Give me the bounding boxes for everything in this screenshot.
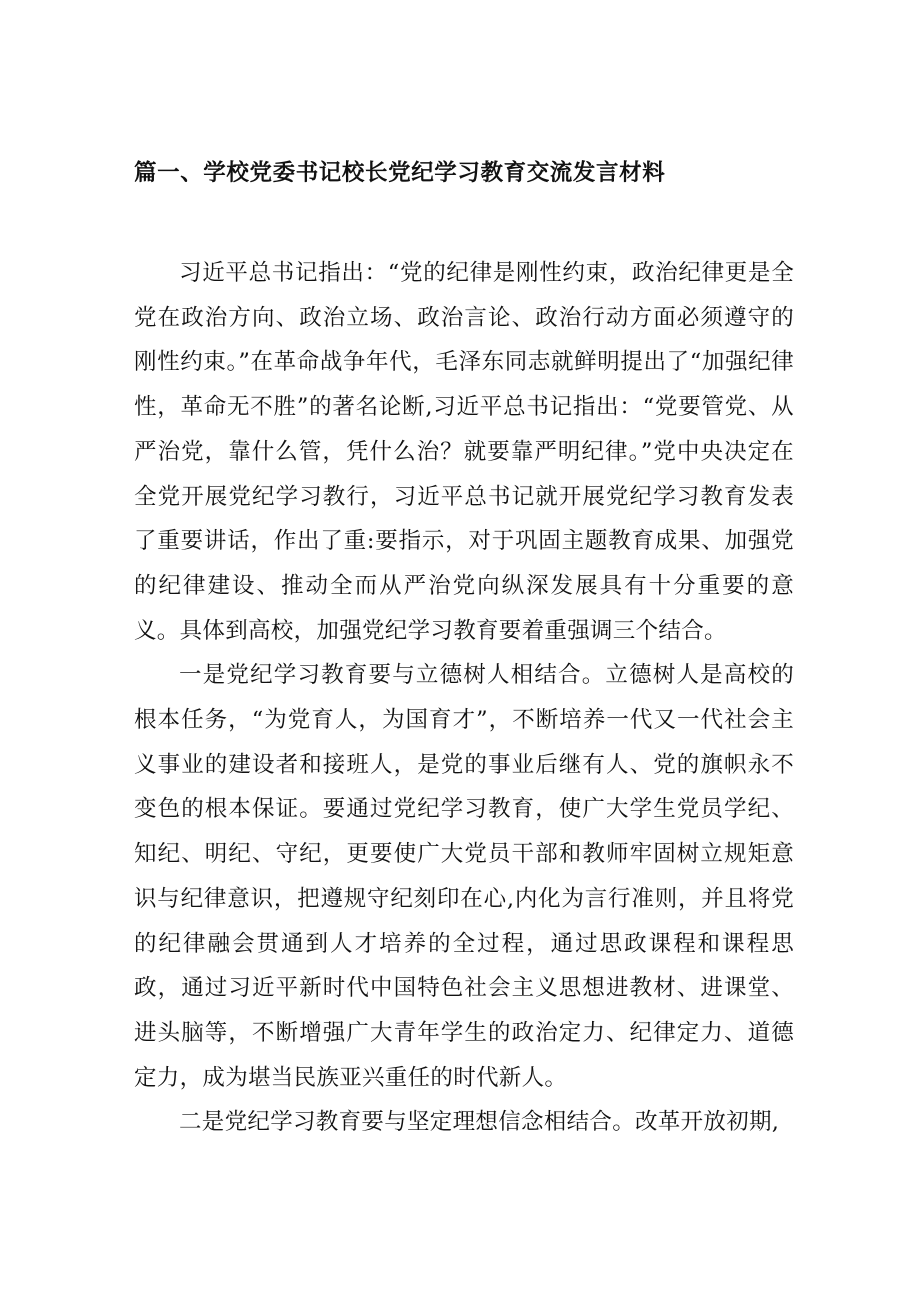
document-title: 篇一、学校党委书记校长党纪学习教育交流发言材料 — [134, 160, 666, 186]
paragraph-intro: 习近平总书记指出：“党的纪律是刚性约束，政治纪律更是全党在政治方向、政治立场、政治言论、政治行动方面必须遵守的刚性约束。”在革命战争年代，毛泽东同志就鲜明提出了“加强纪律性，革命无不胜”的著名论断,习近平总书记指出：“党要管党、从严治党，靠什么管，凭什么治？就要靠严明纪律。”党中央决定在全党开展党纪学习教行，习近平总书记就开展党纪学习教育发表了重要讲话，作出了重:要指示，对于巩固主题教育成果、加强党的纪律建设、推动全而从严治党向纵深发展具有十分重要的意义。具体到高校，加强党纪学习教育要着重强调三个结合。 — [134, 260, 794, 644]
paragraph-point-one: 一是党纪学习教育要与立德树人相结合。立德树人是高校的根本任务，“为党育人，为国育才”，不断培养一代又一代社会主义事业的建设者和接班人，是党的事业后继有人、党的旗帜永不变色的根本保证。要通过党纪学习教育，使广大学生党员学纪、知纪、明纪、守纪，更要使广大党员干部和教师牢固树立规矩意识与纪律意识，把遵规守纪刻印在心,内化为言行准则，并且将党的纪律融会贯通到人才培养的全过程，通过思政课程和课程思政，通过习近平新时代中国特色社会主义思想进教材、进课堂、进头脑等，不断增强广大青年学生的政治定力、纪律定力、道德定力，成为堪当民族亚兴重任的时代新人。 — [134, 662, 794, 1091]
document-body — [134, 251, 794, 1145]
paragraph-point-two: 二是党纪学习教育要与坚定理想信念相结合。改革开放初期, — [179, 1109, 780, 1136]
